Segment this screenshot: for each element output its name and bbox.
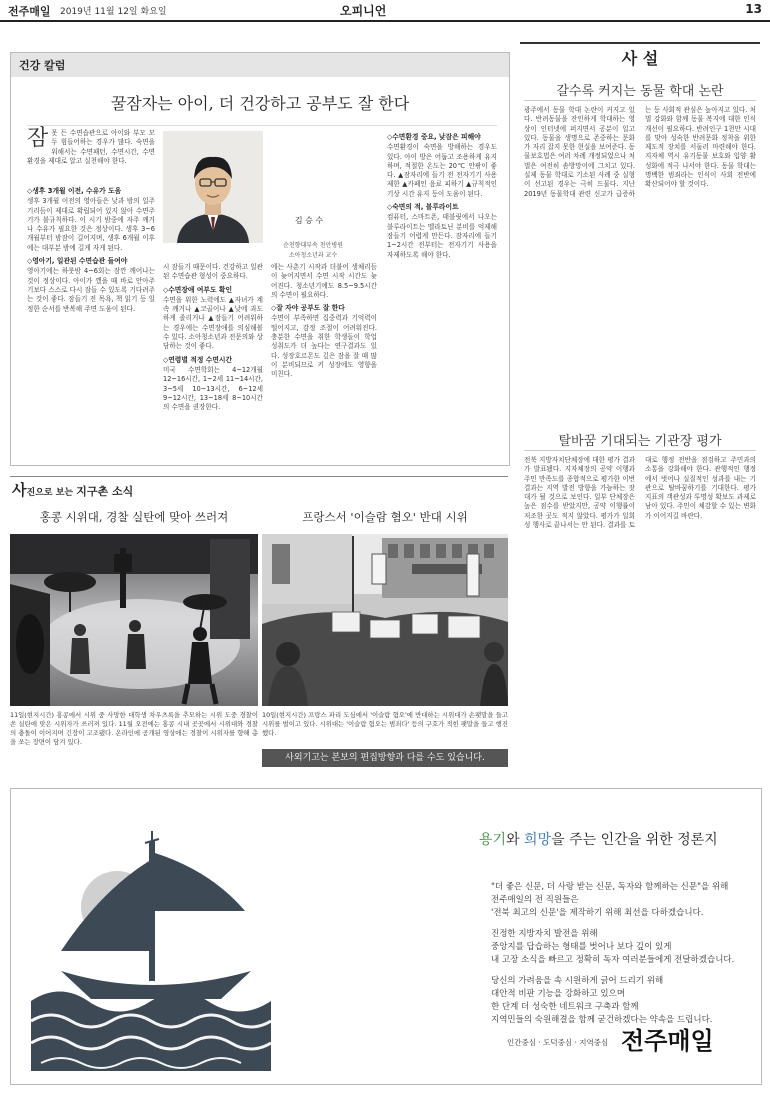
ad-headline-rest: 을 주는 인간을 위한 정론지 — [551, 832, 718, 848]
subhead: ◇수면장애 여부도 확인 — [163, 285, 233, 294]
ad-word-and: 와 — [506, 832, 525, 848]
photo-section-header — [12, 479, 133, 500]
divider — [524, 100, 756, 101]
column-text-3 — [271, 263, 377, 382]
divider — [524, 450, 756, 451]
author-photo — [163, 131, 263, 243]
column-text-4 — [387, 129, 497, 262]
disclaimer-banner: 사외기고는 본보의 편집방향과 다를 수도 있습니다. — [262, 749, 508, 767]
ad-line: 대안적 비판 기능을 강화하고 있으며 — [491, 989, 625, 999]
subhead: ◇영아기, 일관된 수면습관 들여야 — [27, 257, 128, 266]
column-text-1 — [27, 183, 155, 316]
ad-slogan: 인간중심 · 도덕중심 · 지역중심 — [507, 1038, 609, 1047]
issue-date: 2019년 11월 12일 화요일 — [60, 7, 167, 17]
photo-section-initial: 사 — [12, 481, 27, 499]
editorial-body-1 — [524, 106, 756, 199]
divider — [27, 125, 497, 126]
ad-paragraph-1 — [491, 881, 761, 920]
subhead: ◇수면환경 중요, 낮잠은 피해야 — [387, 133, 481, 141]
author-name: 김 승 수 — [294, 216, 324, 225]
paragraph: 수면이 부족하면 집중력과 기억력이 떨어지고, 감정 조절이 어려워진다. 충분한 수면을 취한 학생들이 학업 성취도가 더 높다는 연구결과도 있다. 성장호르몬도 깊은 잠을 잘 때 많이 분비되므로 키 성장에도 영향을 미친다. — [271, 314, 377, 379]
ad-headline — [479, 829, 718, 849]
ad-line: 내 고장 소식을 빠르고 정확히 독자 여러분들에게 전달하겠습니다. — [491, 955, 735, 965]
editorial-title-1: 갈수록 커지는 동물 학대 논란 — [556, 84, 724, 99]
ad-word-courage: 용기 — [479, 832, 507, 848]
ad-line: 전주매일의 전 직원들은 — [491, 895, 579, 905]
header-rule — [0, 20, 770, 22]
editorial-label: 사 설 — [621, 49, 659, 68]
health-column — [10, 52, 510, 466]
section-title: 오피니언 — [340, 4, 387, 18]
author-affiliation: 순천향대부속 천안병원 — [283, 242, 343, 249]
drop-cap: 잠 — [27, 126, 49, 151]
ad-paragraph-2 — [491, 928, 761, 967]
ad-line: 진정한 지방자치 발전을 위해 — [491, 929, 598, 939]
paragraph: 광주에서 동물 학대 논란이 커지고 있다. 반려동물을 잔인하게 학대하는 영상이 인터넷에 퍼지면서 공분이 일고 있다. 동물을 생명으로 존중하는 문화가 자리 잡지 못한 현실을 보여준다. 동물보호법은 여러 차례 개정되었으나 처벌은 여전히 솜방망이에 그치고 있다. 실제 동물 학대로 기소된 사례 중 실형이 선고된 경우는 극히 드물다. 지난 2019년 동물학대 관련 신고가 급증하는 등 사회적 관심은 높아지고 있다. 처벌 강화와 함께 동물 복지에 대한 인식 개선이 필요하다. 반려인구 1천만 시대를 맞아 성숙한 반려문화 정착을 위한 제도적 장치를 서둘러 마련해야 한다. 지자체 역시 유기동물 보호와 입양 활성화에 적극 나서야 한다. 동물 학대는 명백한 범죄라는 인식이 사회 전반에 확산되어야 할 것이다. — [524, 106, 756, 198]
ad-line: 중앙지를 답습하는 형태를 벗어나 보다 깊이 있게 — [491, 942, 672, 952]
editorial-body-2 — [524, 456, 756, 530]
subhead: ◇연령별 적정 수면시간 — [163, 355, 233, 364]
ad-logo: 전주매일 — [621, 1027, 714, 1055]
column-headline: 꿀잠자는 아이, 더 건강하고 공부도 잘 한다 — [110, 94, 410, 113]
paragraph: 컴퓨터, 스마트폰, 태블릿에서 나오는 블루라이트는 멜라토닌 분비를 억제해 잠들기 어렵게 만든다. 잠자리에 들기 1~2시간 전부터는 전자기기 사용을 자제하도록 해야 한다. — [387, 213, 497, 259]
photo-section-rule — [10, 476, 508, 477]
ad-line: '전북 최고의 신문'을 제작하기 위해 최선을 다하겠습니다. — [491, 908, 704, 918]
photo-title-2: 프랑스서 '이슬람 혐오' 반대 시위 — [302, 510, 468, 524]
column-lead — [27, 126, 155, 166]
paragraph: 미국 수면학회는 4~12개월 12~16시간, 1~2세 11~14시간, 3~5세 10~13시간, 6~12세 9~12시간, 13~18세 8~10시간의 수면을 권장한다. — [163, 365, 263, 412]
author-title: 소아청소년과 교수 — [288, 252, 338, 259]
page-number: 13 — [745, 2, 762, 16]
ad-word-hope: 희망 — [524, 832, 552, 848]
subhead: ◇숙면의 적, 블루라이트 — [387, 203, 459, 212]
promo-ad — [10, 788, 762, 1085]
column-tag: 건강 칼럼 — [11, 53, 509, 77]
paragraph: 시 잠들기 때문이다. 건강하고 일관된 수면습관 형성이 중요하다. — [163, 263, 263, 281]
masthead-logo: 전주매일 — [8, 5, 51, 18]
column-text-2 — [163, 263, 263, 414]
photo-hongkong — [10, 534, 258, 706]
photo-section-label: 진으로 보는 — [26, 488, 77, 498]
paragraph: 생후 3개월 이전의 영아들은 낮과 밤의 일주기리듬이 제대로 확립되어 있지 않아 수면주기가 불규칙하다. 이 시기 밤중에 자주 깨거나 수유가 필요한 것은 정상이다. 생후 3~6개월부터 밤잠이 길어지며, 생후 6개월 이후에는 대부분 밤에 길게 자게 된다. — [27, 197, 155, 252]
paragraph: 전북 지방자치단체장에 대한 평가 결과가 발표됐다. 지자체장의 공약 이행과 주민 만족도를 종합적으로 평가한 이번 결과는 지역 발전 방향을 가늠하는 잣대가 될 것으로 보인다. 일부 단체장은 높은 점수를 받았지만, 공약 이행률이 저조한 곳도 적지 않았다. 평가가 일회성 행사로 끝나서는 안 된다. 결과를 토대로 행정 전반을 점검하고 주민과의 소통을 강화해야 한다. 관행적인 행정에서 벗어나 실질적인 성과를 내는 기관으로 탈바꿈하기를 기대한다. 평가 지표의 객관성과 투명성 확보도 과제로 남아 있다. 주민이 체감할 수 있는 변화가 이어지길 바란다. — [524, 456, 756, 530]
ad-illustration — [31, 831, 271, 1071]
photo-title-1: 홍콩 시위대, 경찰 실탄에 맞아 쓰러져 — [39, 510, 229, 524]
paragraph: 영아기에는 하룻밤 4~6회는 잠깐 깨어나는 것이 정상이다. 아이가 깼을 때 바로 안아주기보다 스스로 다시 잠들 수 있도록 기다려주는 것이 좋다. 잠들기 전 목욕, 책 읽기 등 일정한 순서를 반복해 주면 도움이 된다. — [27, 267, 155, 313]
paragraph: 에는 사춘기 시작과 더불어 생체리듬이 늦어지면서 수면 시작 시간도 늦어진다. 청소년기에도 8.5~9.5시간의 수면이 필요하다. — [271, 263, 377, 299]
ad-paragraph-3 — [491, 975, 761, 1027]
ad-line: 한 단계 더 성숙한 네트워크 구축과 함께 — [491, 1002, 639, 1012]
paragraph: 수면을 위한 노력에도 ▲자녀가 계속 깨거나 ▲코골이나 ▲낮에 과도하게 졸리거나 ▲잠들기 어려워하는 경우에는 수면장애를 의심해볼 수 있다. 소아청소년과 전문의와 상담하는 것이 좋다. — [163, 295, 263, 351]
paragraph: 수면환경이 숙면을 방해하는 경우도 있다. 아이 방은 어둡고 조용하게 유지하며, 적절한 온도는 20℃ 안팎이 좋다. ▲잠자리에 들기 전 전자기기 사용 제한 ▲카페인 음료 피하기 ▲규칙적인 기상 시간 유지 등이 도움이 된다. — [387, 143, 497, 198]
photo-france — [262, 534, 508, 706]
lead-text: 못 든 수면습관으로 아이와 부모 모두 힘들어하는 경우가 많다. 숙면을 위해서는 수면패턴, 수면시간, 수면환경을 제대로 알고 실천해야 한다. — [27, 129, 155, 165]
ad-line: 당신의 가려움을 속 시원하게 긁어 드리기 위해 — [491, 976, 664, 986]
photo-caption-2: 10일(현지시간) 프랑스 파리 도심에서 '이슬람 혐오'에 반대하는 시위대가 손팻말을 들고 시위를 벌이고 있다. 시위대는 '이슬람 혐오는 범죄다' 등의 구호가 적힌 팻말을 들고 행진했다. — [262, 711, 508, 737]
ad-line: 지역민들의 숙원해결을 함께 굳건하겠다는 약속을 드립니다. — [491, 1015, 713, 1025]
subhead: ◇잘 자야 공부도 잘 한다 — [271, 304, 345, 313]
subhead: ◇생후 3개월 이전, 수유가 도움 — [27, 187, 122, 195]
editorial-top-rule — [520, 42, 760, 44]
editorial-title-2: 탈바꿈 기대되는 기관장 평가 — [558, 434, 722, 449]
photo-caption-1: 11일(현지시간) 홍콩에서 시위 중 사망한 대학생 차우츠록을 추모하는 시위 도중 경찰이 쏜 실탄에 맞은 시위자가 쓰러져 있다. 11월 오전에는 홍콩 시내 곳곳에서 시위대와 경찰의 충돌이 이어지며 긴장이 고조됐다. 온라인에 공개된 영상에는 경찰이 시위자를 향해 총을 쏘는 장면이 담겨 있다. — [10, 711, 258, 746]
ad-line: "더 좋은 신문, 더 사랑 받는 신문, 독자와 함께하는 신문"을 위해 — [491, 882, 729, 892]
photo-section-label-bold: 지구촌 소식 — [76, 485, 134, 498]
ad-body — [491, 881, 761, 1035]
